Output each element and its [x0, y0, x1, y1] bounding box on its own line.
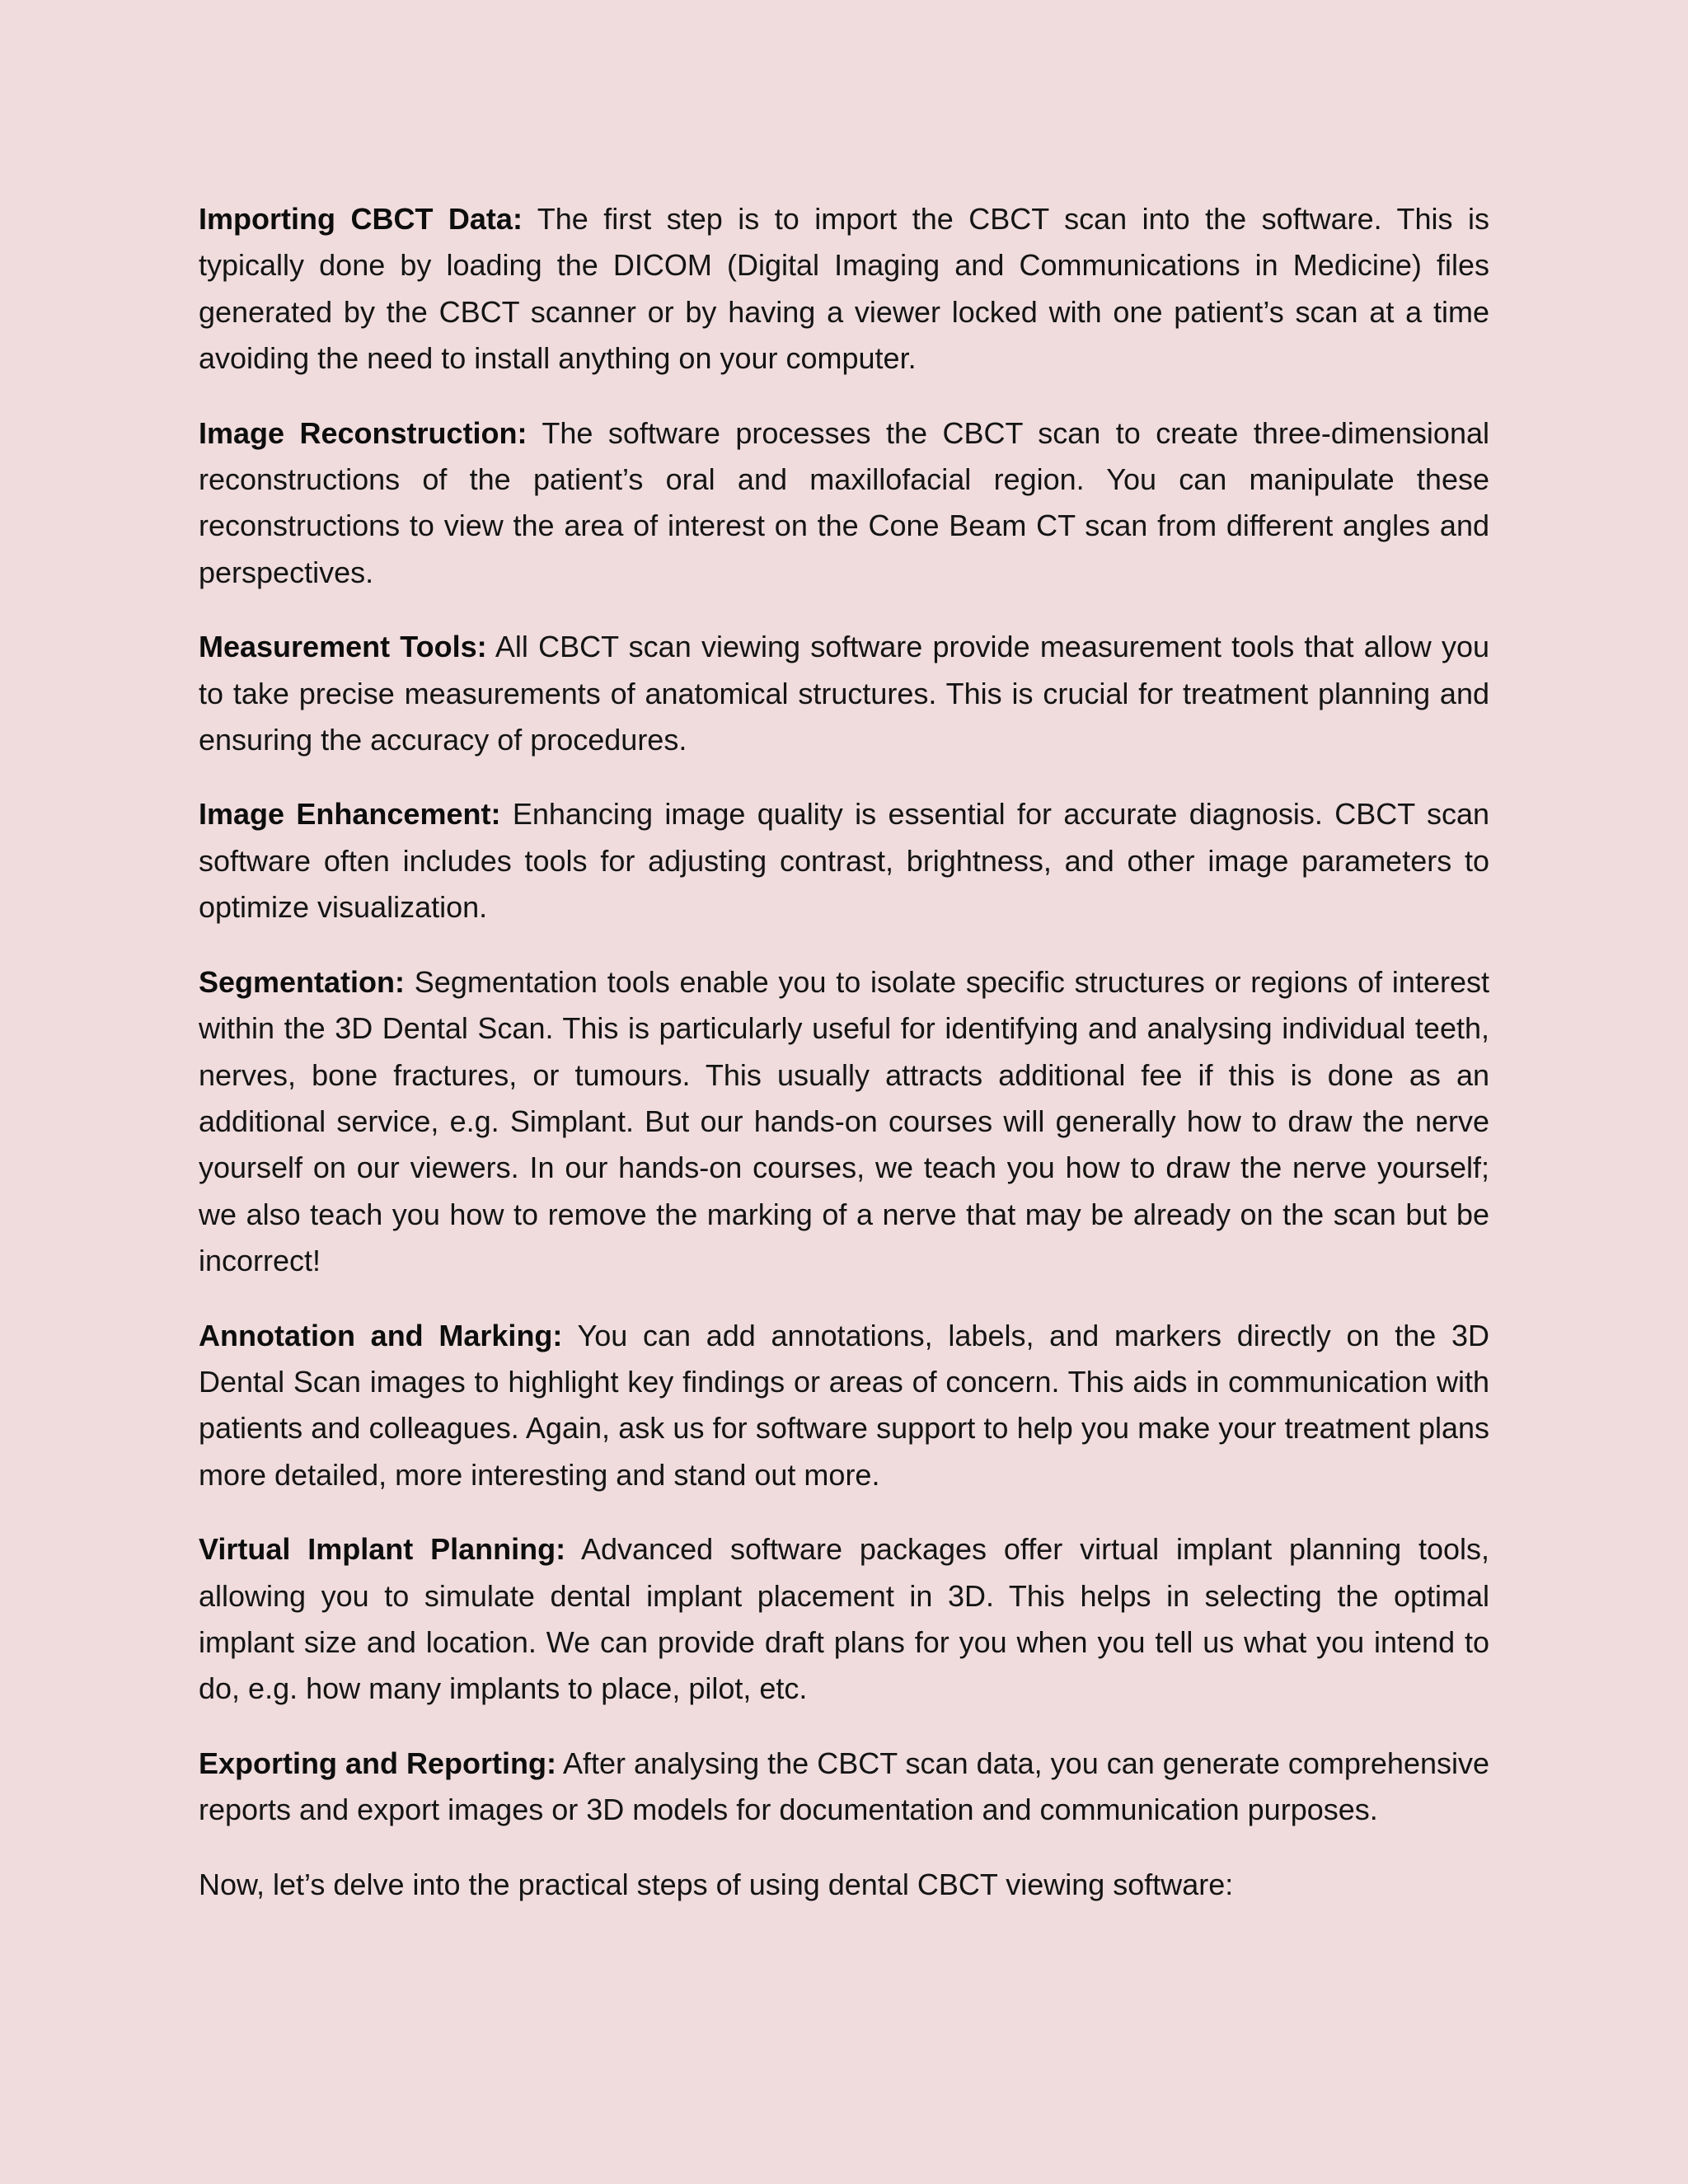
section-segmentation — [199, 959, 1489, 1285]
section-measurement-tools — [199, 624, 1489, 763]
section-image-enhancement — [199, 791, 1489, 930]
section-image-reconstruction — [199, 410, 1489, 597]
section-heading: Image Reconstruction: — [199, 415, 528, 450]
closing-sentence: Now, let’s delve into the practical steps of using dental CBCT viewing software: — [199, 1867, 1234, 1901]
section-heading: Segmentation: — [199, 964, 406, 999]
section-text: After analysing the CBCT scan data, you can generate comprehensive reports and export images or 3D models for documentation and communication purposes. — [199, 1746, 1490, 1827]
section-text: You can add annotations, labels, and markers directly on the 3D Dental Scan images to highlight key findings or areas of concern. This aids in communication with patients and colleagues. Again, ask us for software support to help you make your treatment plans more detailed, more interesting and stand out more. — [199, 1318, 1490, 1492]
section-text: All CBCT scan viewing software provide measurement tools that allow you to take precise measurements of anatomical structures. This is crucial for treatment planning and ensuring the accuracy of procedures. — [199, 630, 1489, 757]
section-virtual-implant-planning — [199, 1526, 1489, 1713]
section-text: Segmentation tools enable you to isolate specific structures or regions of interest within the 3D Dental Scan. This is particularly useful for identifying and analysing individual teeth, nerves, bone fractures, or tumours. This usually attracts additional fee if this is done as an additional service, e.g. Simplant. But our hands-on courses will generally how to draw the nerve yourself on our viewers. In our hands-on courses, we teach you how to draw the nerve yourself; we also teach you how to remove the marking of a nerve that may be already on the scan but be incorrect! — [199, 964, 1489, 1278]
section-exporting-and-reporting — [199, 1741, 1489, 1834]
section-heading: Exporting and Reporting: — [199, 1746, 556, 1780]
document-body — [199, 196, 1489, 1936]
section-heading: Measurement Tools: — [199, 630, 487, 664]
section-annotation-and-marking — [199, 1313, 1489, 1499]
section-heading: Image Enhancement: — [199, 797, 501, 832]
section-text: Advanced software packages offer virtual implant planning tools, allowing you to simulate dental implant placement in 3D. This helps in selecting the optimal implant size and location. We can provide draft plans for you when you tell us what you intend to do, e.g. how many implants to place, pilot, etc. — [199, 1532, 1489, 1706]
section-text: The software processes the CBCT scan to create three-dimensional reconstructions of the patient’s oral and maxillofacial region. You can manipulate these reconstructions to view the area of interest on the Cone Beam CT scan from different angles and perspectives. — [199, 415, 1489, 589]
section-text: The first step is to import the CBCT scan into the software. This is typically done by loading the DICOM (Digital Imaging and Communications in Medicine) files generated by the CBCT scanner or by having a viewer locked with one patient’s scan at a time avoiding the need to install anything on your computer. — [199, 202, 1489, 376]
section-heading: Annotation and Marking: — [199, 1318, 563, 1352]
section-importing-cbct-data — [199, 196, 1489, 382]
section-heading: Importing CBCT Data: — [199, 202, 523, 236]
section-heading: Virtual Implant Planning: — [199, 1532, 566, 1567]
section-text: Enhancing image quality is essential for accurate diagnosis. CBCT scan software often includes tools for adjusting contrast, brightness, and other image parameters to optimize visualization. — [199, 797, 1489, 925]
